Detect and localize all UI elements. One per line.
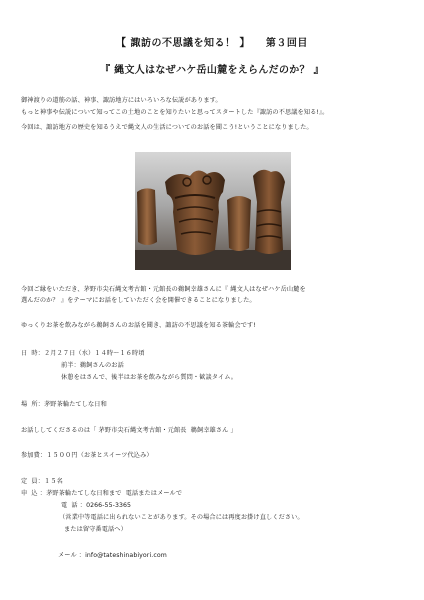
intro-line: もっと神事や伝説について知ってこの土地のことを知りたいと思ってスタートした『諏訪の不思議を知る!』。 <box>21 109 329 116</box>
jomon-pottery-photo <box>135 152 291 270</box>
body-line: 選んだのか？ 』をテーマにお話をしていただく会を開催できることになりました。 <box>21 297 256 304</box>
date-sub-line: 休憩をはさんで、後半はお茶を飲みながら質問・歓談タイム。 <box>61 374 237 381</box>
intro-line: 御神渡りの道筋の話、神事、諏訪地方にはいろいろな伝説があります。 <box>21 97 222 104</box>
note-line: （営業中等電話に出られないことがあります。その場合には再度お掛け直しください。 <box>59 514 304 521</box>
speaker-line: お話ししてくださるのは「 茅野市尖石縄文考古館・元館長 鵜飼幸雄さん 」 <box>21 427 237 434</box>
capacity-line: 定 員：１５名 <box>21 478 63 485</box>
note-line: または留守番電話へ） <box>64 526 127 533</box>
apply-line: 申 込 ：茅野茶輪たてしな日和まで 電話またはメールで <box>21 490 183 497</box>
event-theme-title: 『 縄文人はなぜハケ岳山麓をえらんだのか？ 』 <box>100 65 324 76</box>
event-series-title: 【 諏訪の不思議を知る！ 】 第３回目 <box>116 38 308 49</box>
body-line: ゆっくりお茶を飲みながら鵜飼さんのお話を聞き、諏訪の不思議を知る茶輪会です! <box>21 322 256 329</box>
intro-line: 今回は、諏訪地方の歴史を知るうえで縄文人の生活についてのお話を聞こう!ということになりました。 <box>21 124 313 131</box>
date-line: 日 時：２月２７日（水）１４時～１６時頃 <box>21 350 145 357</box>
body-line: 今回ご縁をいただき、茅野市尖石縄文考古館・元館長の鵜飼幸雄さんに『 縄文人はなぜハケ岳山麓を <box>21 286 306 293</box>
date-sub-line: 前半：鵜飼さんのお話 <box>61 362 124 369</box>
phone-line[interactable]: 電 話 ：0266-55-3365 <box>61 502 132 509</box>
place-line: 場 所：茅野茶輪たてしな日和 <box>21 401 107 408</box>
fee-line: 参加費：１５００円（お茶とスイーツ代込み） <box>21 452 153 459</box>
mail-line[interactable]: メール ：info@tateshinabiyori.com <box>58 552 167 559</box>
